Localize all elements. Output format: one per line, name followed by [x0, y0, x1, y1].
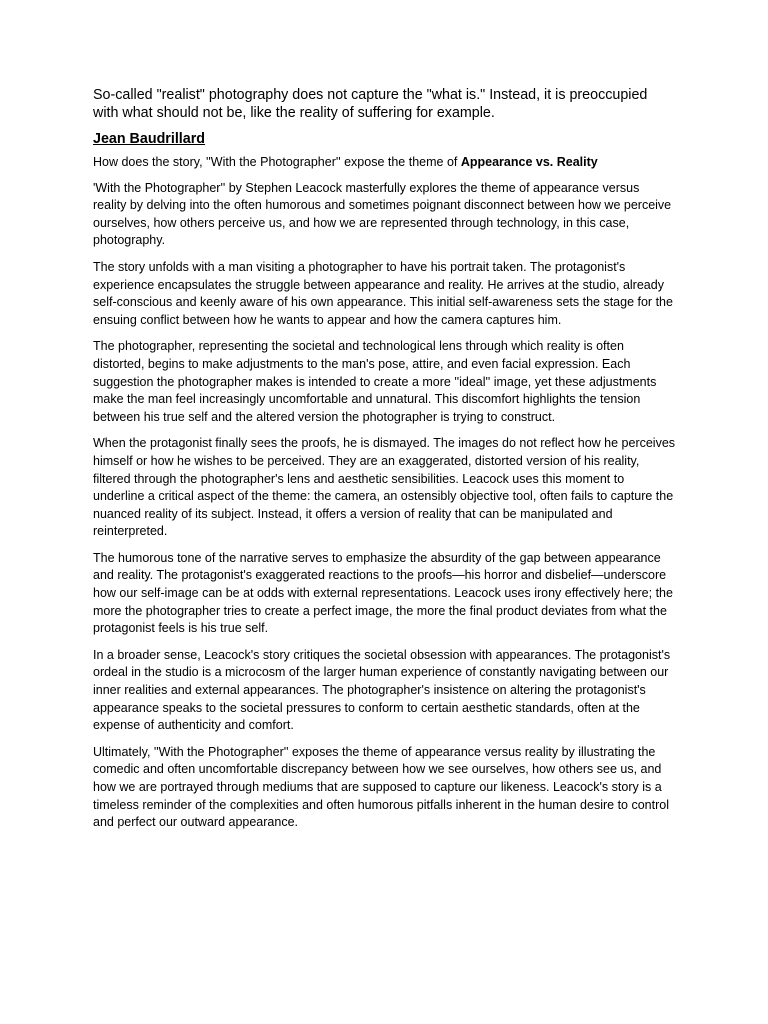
essay-paragraph-6: In a broader sense, Leacock's story critiques the societal obsession with appearances. The protagonist's ordeal in the studio is a microcosm of the larger human experience of constantly navigating between our inner realities and external appearances. The photographer's insistence on altering the protagonist's appearance speaks to the societal pressures to conform to certain aesthetic standards, often at the expense of authenticity and comfort.: [93, 647, 671, 733]
essay-question-text: How does the story, ''With the Photographer'' expose the theme of: [93, 155, 461, 169]
document-page: [93, 86, 676, 841]
essay-question-theme: Appearance vs. Reality: [460, 155, 598, 169]
essay-paragraph-7: Ultimately, ''With the Photographer'' exposes the theme of appearance versus reality by illustrating the comedic and often uncomfortable discrepancy between how we see ourselves, how others see us, and how we are portrayed through mediums that are supposed to capture our likeness. Leacock's story is a timeless reminder of the complexities and often humorous pitfalls inherent in the human desire to control and perfect our outward appearance.: [93, 744, 669, 830]
essay-paragraph-2: The story unfolds with a man visiting a photographer to have his portrait taken. The protagonist's experience encapsulates the struggle between appearance and reality. He arrives at the studio, already self-conscious and keenly aware of his own appearance. This initial self-awareness sets the stage for the ensuing conflict between how he wants to appear and how the camera captures him.: [93, 259, 673, 327]
essay-paragraph-1: 'With the Photographer'' by Stephen Leacock masterfully explores the theme of appearance versus reality by delving into the often humorous and sometimes poignant disconnect between how we perceive ourselves, how others perceive us, and how we are represented through technology, in this case, photography.: [93, 180, 672, 248]
essay-paragraph-3: The photographer, representing the societal and technological lens through which reality is often distorted, begins to make adjustments to the man's pose, attire, and even facial expression. Each suggestion the photographer makes is intended to create a more ''ideal'' image, yet these adjustments make the man feel increasingly uncomfortable and unnatural. This discomfort highlights the tension between his true self and the altered version the photographer is trying to construct.: [93, 339, 657, 424]
essay-paragraph-4: When the protagonist finally sees the proofs, he is dismayed. The images do not reflect how he perceives himself or how he wishes to be perceived. They are an exaggerated, distorted version of his reality, filtered through the photographer's lens and aesthetic sensibilities. Leacock uses this moment to underline a critical aspect of the theme: the camera, an ostensibly objective tool, often fails to capture the nuanced reality of its subject. Instead, it offers a version of reality that can be manipulated and reinterpreted.: [93, 436, 676, 539]
quote-author: Jean Baudrillard: [93, 131, 206, 147]
essay-question: [93, 154, 676, 172]
epigraph-quote: So-called "realist" photography does not capture the "what is." Instead, it is preoccupied with what should not be, like the reality of suffering for example.: [93, 87, 648, 121]
essay-paragraph-5: The humorous tone of the narrative serves to emphasize the absurdity of the gap between appearance and reality. The protagonist's exaggerated reactions to the proofs—his horror and disbelief—underscore how our self-image can be at odds with external representations. Leacock uses irony effectively here; the more the photographer tries to create a perfect image, the more the final product deviates from what the protagonist feels is his true self.: [93, 550, 673, 636]
